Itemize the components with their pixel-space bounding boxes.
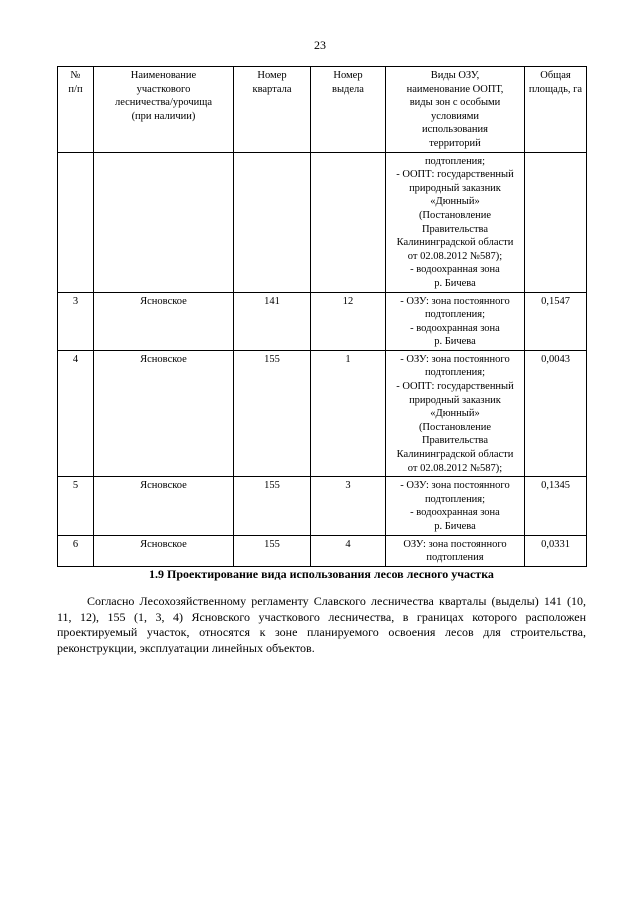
body-paragraph: Согласно Лесохозяйственному регламенту Славского лесничества кварталы (выделы) 141 (10, 11, 12), 155 (1, 3, 4) Ясновского участкового лесничества, в границах которого расположен проектируемый участок, относятся к зоне планируемого освоения лесов для строительства, реконструкции, эксплуатации линейных объектов. (57, 594, 586, 655)
cell-protection-types: - ОЗУ: зона постоянного подтопления; - ООПТ: государственный природный заказник «Дюнный» (Постановление Правительства Калининградской области от 02.08.2012 №587); (386, 350, 525, 476)
table-row (58, 152, 587, 292)
table-row (58, 477, 587, 535)
cell-forestry-name: Ясновское (94, 350, 234, 476)
cell-protection-types: - ОЗУ: зона постоянного подтопления; - водоохранная зона р. Бичева (386, 292, 525, 350)
cell-forestry-name: Ясновское (94, 292, 234, 350)
cell-quarter-number: 141 (234, 292, 311, 350)
header-total-area: Общая площадь, га (525, 67, 587, 153)
cell-number: 6 (58, 535, 94, 566)
header-forestry-name: Наименование участкового лесничества/урочища (при наличии) (94, 67, 234, 153)
cell-allotment-number: 4 (311, 535, 386, 566)
cell-number: 4 (58, 350, 94, 476)
cell-total-area (525, 152, 587, 292)
table-row (58, 535, 587, 566)
cell-total-area: 0,0043 (525, 350, 587, 476)
cell-protection-types: ОЗУ: зона постоянного подтопления (386, 535, 525, 566)
cell-quarter-number: 155 (234, 477, 311, 535)
header-allotment-number: Номер выдела (311, 67, 386, 153)
header-protection-types: Виды ОЗУ, наименование ООПТ, виды зон с особыми условиями использования территорий (386, 67, 525, 153)
forest-area-table (57, 66, 587, 567)
cell-allotment-number (311, 152, 386, 292)
cell-forestry-name: Ясновское (94, 477, 234, 535)
cell-number (58, 152, 94, 292)
cell-total-area: 0,0331 (525, 535, 587, 566)
section-heading: 1.9 Проектирование вида использования лесов лесного участка (149, 567, 494, 581)
table-header-row (58, 67, 587, 153)
cell-total-area: 0,1345 (525, 477, 587, 535)
cell-forestry-name (94, 152, 234, 292)
page-number: 23 (314, 38, 326, 52)
cell-allotment-number: 1 (311, 350, 386, 476)
cell-quarter-number: 155 (234, 350, 311, 476)
cell-forestry-name: Ясновское (94, 535, 234, 566)
cell-number: 5 (58, 477, 94, 535)
cell-allotment-number: 12 (311, 292, 386, 350)
cell-number: 3 (58, 292, 94, 350)
table-row (58, 350, 587, 476)
cell-quarter-number: 155 (234, 535, 311, 566)
header-number: № п/п (58, 67, 94, 153)
cell-allotment-number: 3 (311, 477, 386, 535)
cell-protection-types: - ОЗУ: зона постоянного подтопления; - водоохранная зона р. Бичева (386, 477, 525, 535)
header-quarter-number: Номер квартала (234, 67, 311, 153)
cell-total-area: 0,1547 (525, 292, 587, 350)
table-row (58, 292, 587, 350)
cell-protection-types: подтопления; - ООПТ: государственный природный заказник «Дюнный» (Постановление Правительства Калининградской области от 02.08.2012 №587); - водоохранная зона р. Бичева (386, 152, 525, 292)
cell-quarter-number (234, 152, 311, 292)
